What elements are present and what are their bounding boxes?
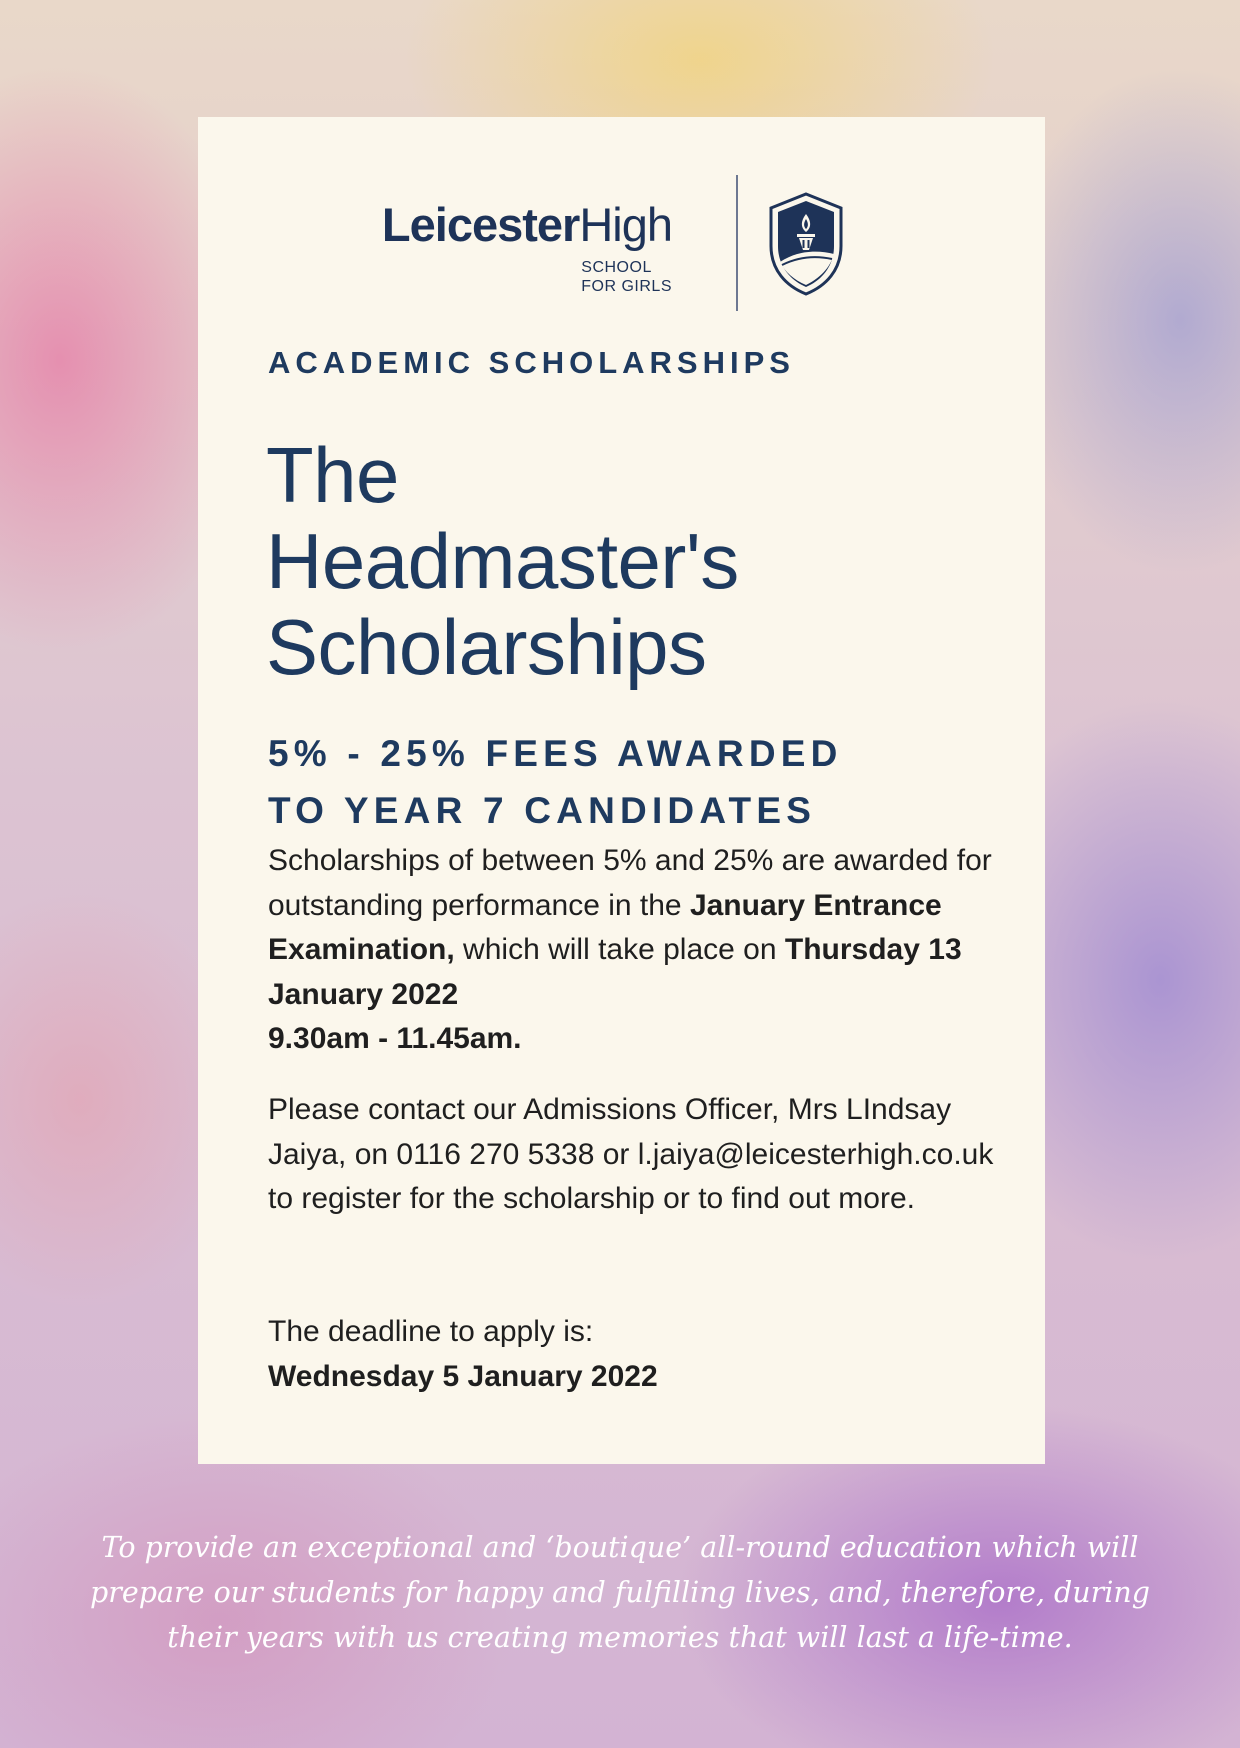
deadline-label: The deadline to apply is: (268, 1315, 594, 1348)
logo-sub-line1: SCHOOL (581, 259, 652, 276)
title-line2: Headmaster's (266, 517, 739, 605)
torch-shield-icon (768, 192, 844, 296)
title-line1: The (266, 431, 399, 519)
logo-name-bold: Leicester (381, 198, 580, 251)
title-line3: Scholarships (266, 603, 707, 691)
subhead-line2: TO YEAR 7 CANDIDATES (268, 790, 817, 831)
logo-wordmark (382, 197, 672, 252)
fees-subheading (268, 725, 843, 839)
school-motto (0, 1525, 1240, 1660)
logo-divider (736, 175, 738, 311)
contact-paragraph: Please contact our Admissions Officer, Mrs LIndsay Jaiya, on 0116 270 5338 or l.jaiya@leicesterhigh.co.uk to register for the scholarship or to find out more. (268, 1093, 994, 1215)
exam-date: Thursday 13 January 2022 (268, 933, 962, 1011)
para1-text1: Scholarships of between 5% and 25% are awarded for outstanding performance in the (268, 844, 992, 922)
deadline-date: Wednesday 5 January 2022 (268, 1359, 658, 1393)
motto-line1: To provide an exceptional and ‘boutique’ all-round education which will (101, 1531, 1139, 1564)
flyer-card (198, 117, 1045, 1464)
exam-name: January Entrance Examination, (268, 888, 942, 966)
logo-sub-line2: FOR GIRLS (581, 278, 672, 295)
exam-time: 9.30am - 11.45am. (268, 1022, 522, 1055)
section-label: ACADEMIC SCHOLARSHIPS (268, 345, 795, 380)
deadline-paragraph (268, 1310, 1008, 1399)
exam-paragraph (268, 839, 1008, 1062)
page-title (266, 432, 739, 690)
logo-name-light: High (579, 198, 672, 251)
subhead-line1: 5% - 25% FEES AWARDED (268, 733, 843, 774)
logo-subtitle (581, 258, 672, 296)
para1-text2: which will take place on (454, 933, 785, 966)
motto-line3: their years with us creating memories that will last a life-time. (167, 1621, 1073, 1654)
motto-line2: prepare our students for happy and fulfilling lives, and, therefore, during (90, 1576, 1150, 1609)
school-logo (381, 175, 820, 315)
